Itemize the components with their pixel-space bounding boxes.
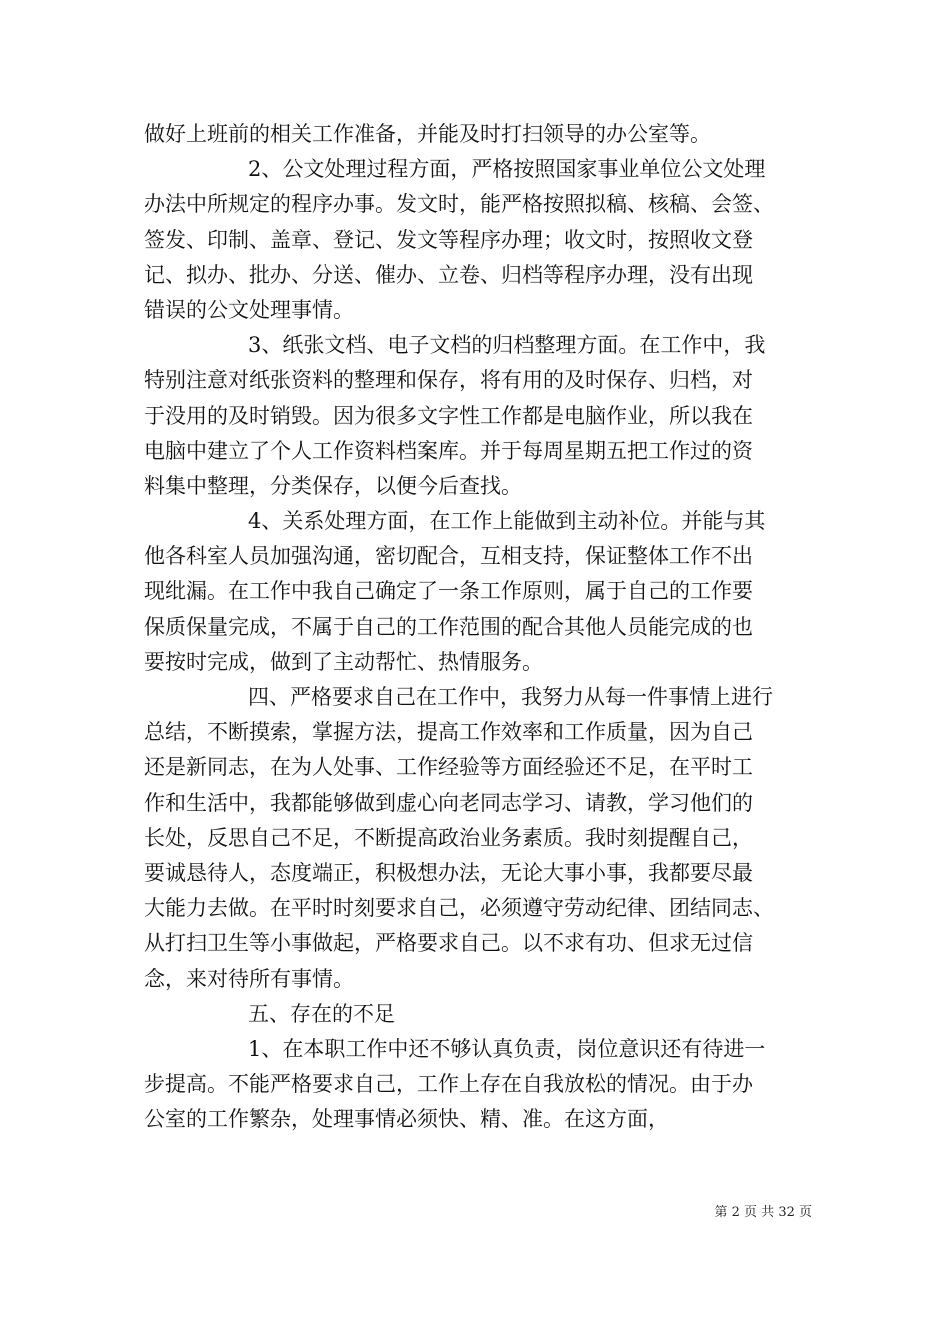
- text-line: 四、严格要求自己在工作中，我努力从每一件事情上进行: [248, 685, 773, 709]
- text-line: 大能力去做。在平时时刻要求自己，必须遵守劳动纪律、团结同志、: [144, 896, 774, 921]
- text-line: 要诚恳待人，态度端正，积极想办法，无论大事小事，我都要尽最: [144, 860, 753, 885]
- text-line: 步提高。不能严格要求自己，工作上存在自我放松的情况。由于办: [144, 1072, 753, 1097]
- text-line: 记、拟办、批办、分送、催办、立卷、归档等程序办理，没有出现: [144, 262, 753, 287]
- text-line: 错误的公文处理事情。: [144, 297, 354, 322]
- text-line: 作和生活中，我都能够做到虚心向老同志学习、请教，学习他们的: [144, 790, 753, 815]
- text-line: 特别注意对纸张资料的整理和保存，将有用的及时保存、归档，对: [144, 368, 753, 393]
- document-body: [144, 117, 824, 1137]
- text-line: 电脑中建立了个人工作资料档案库。并于每周星期五把工作过的资: [144, 438, 753, 463]
- text-line: 要按时完成，做到了主动帮忙、热情服务。: [144, 649, 543, 674]
- text-line: 1、在本职工作中还不够认真负责，岗位意识还有待进一: [248, 1036, 766, 1061]
- text-line: 签发、印制、盖章、登记、发文等程序办理；收文时，按照收文登: [144, 227, 753, 252]
- page-number: 第 2 页 共 32 页: [714, 1205, 812, 1220]
- text-line: 念，来对待所有事情。: [144, 966, 354, 991]
- text-line: 总结，不断摸索，掌握方法，提高工作效率和工作质量，因为自己: [144, 720, 753, 745]
- text-line: 于没用的及时销毁。因为很多文字性工作都是电脑作业，所以我在: [144, 403, 753, 428]
- text-line: 长处，反思自己不足，不断提高政治业务素质。我时刻提醒自己，: [144, 825, 753, 850]
- text-line: 保质保量完成，不属于自己的工作范围的配合其他人员能完成的也: [144, 614, 753, 639]
- text-line: 现纰漏。在工作中我自己确定了一条工作原则，属于自己的工作要: [144, 579, 753, 604]
- text-line: 3、纸张文档、电子文档的归档整理方面。在工作中，我: [248, 333, 766, 358]
- text-line: 料集中整理，分类保存，以便今后查找。: [144, 473, 522, 498]
- text-line: 他各科室人员加强沟通，密切配合，互相支持，保证整体工作不出: [144, 544, 753, 569]
- text-line: 4、关系处理方面，在工作上能做到主动补位。并能与其: [248, 509, 766, 534]
- text-line: 办法中所规定的程序办事。发文时，能严格按照拟稿、核稿、会签、: [144, 192, 774, 217]
- text-line: 2、公文处理过程方面，严格按照国家事业单位公文处理: [248, 157, 766, 182]
- text-line: 从打扫卫生等小事做起，严格要求自己。以不求有功、但求无过信: [144, 931, 753, 956]
- section-heading: 五、存在的不足: [248, 1001, 395, 1026]
- text-line: 公室的工作繁杂，处理事情必须快、精、准。在这方面，: [144, 1107, 669, 1132]
- text-line: 做好上班前的相关工作准备，并能及时打扫领导的办公室等。: [144, 122, 711, 146]
- text-line: 还是新同志，在为人处事、工作经验等方面经验还不足，在平时工: [144, 755, 753, 780]
